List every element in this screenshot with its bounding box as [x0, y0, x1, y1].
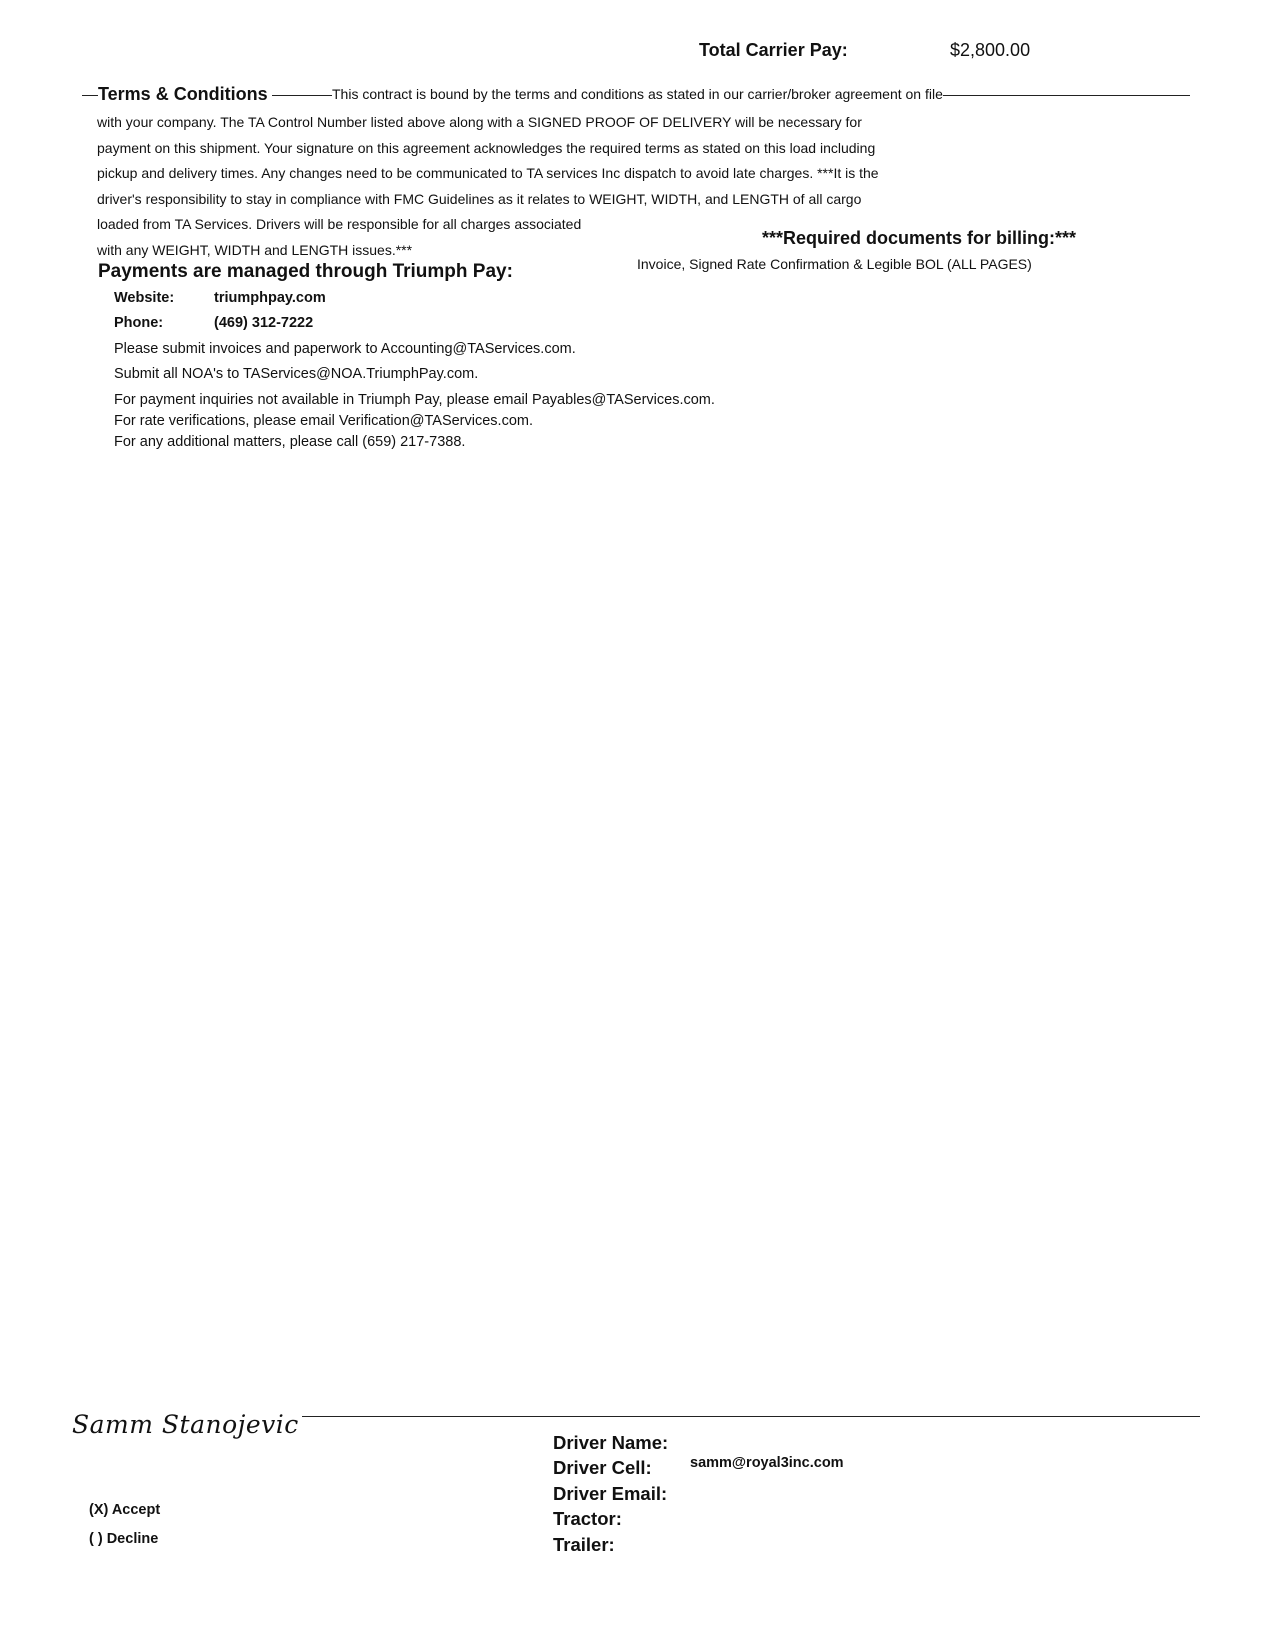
- website-value[interactable]: triumphpay.com: [214, 290, 326, 306]
- signature: Samm Stanojevic: [72, 1410, 299, 1439]
- accept-option[interactable]: (X) Accept: [89, 1502, 161, 1518]
- driver-cell-value: samm@royal3inc.com: [690, 1455, 844, 1471]
- driver-email-label: Driver Email:: [553, 1483, 668, 1504]
- total-carrier-pay-label: Total Carrier Pay:: [699, 40, 848, 60]
- phone-value: (469) 312-7222: [214, 315, 314, 331]
- required-documents-title: ***Required documents for billing:***: [762, 228, 1077, 248]
- trailer-label: Trailer:: [553, 1534, 615, 1555]
- submit-invoices-text: Please submit invoices and paperwork to Accounting@TAServices.com.: [114, 341, 576, 357]
- required-documents-list: Invoice, Signed Rate Confirmation & Legible BOL (ALL PAGES): [637, 256, 1032, 272]
- terms-heading: Terms & Conditions: [98, 84, 272, 105]
- terms-line: with any WEIGHT, WIDTH and LENGTH issues.***: [97, 241, 413, 258]
- terms-line: pickup and delivery times. Any changes need to be communicated to TA services Inc dispatch to avoid late charges. ***It is the: [97, 165, 879, 181]
- terms-line: with your company. The TA Control Number listed above along with a SIGNED PROOF OF DELIVERY will be necessary for: [97, 114, 862, 130]
- submit-noa-text: Submit all NOA's to TAServices@NOA.TriumphPay.com.: [114, 366, 479, 382]
- rate-verification-text: For rate verifications, please email Verification@TAServices.com.: [114, 413, 533, 429]
- total-carrier-pay-value: $2,800.00: [950, 40, 1031, 60]
- decline-option[interactable]: ( ) Decline: [89, 1531, 159, 1547]
- phone-label: Phone:: [114, 315, 164, 331]
- signature-line: [302, 1416, 1200, 1417]
- website-row: [114, 290, 326, 306]
- terms-first-line: This contract is bound by the terms and conditions as stated in our carrier/broker agreement on file: [332, 86, 943, 102]
- terms-line: loaded from TA Services. Drivers will be responsible for all charges associated: [97, 216, 582, 232]
- phone-row: [114, 315, 313, 331]
- tractor-label: Tractor:: [553, 1508, 622, 1529]
- website-label: Website:: [114, 290, 175, 306]
- driver-cell-label: Driver Cell:: [553, 1457, 652, 1478]
- additional-matters-text: For any additional matters, please call (659) 217-7388.: [114, 434, 466, 450]
- payment-inquiries-text: For payment inquiries not available in Triumph Pay, please email Payables@TAServices.com.: [114, 392, 715, 408]
- terms-line: payment on this shipment. Your signature on this agreement acknowledges the required terms as stated on this load including: [97, 139, 876, 156]
- payments-heading: Payments are managed through Triumph Pay:: [98, 261, 513, 282]
- driver-name-label: Driver Name:: [553, 1432, 669, 1453]
- terms-line: driver's responsibility to stay in compliance with FMC Guidelines as it relates to WEIGHT, WIDTH, and LENGTH of all cargo: [97, 190, 862, 207]
